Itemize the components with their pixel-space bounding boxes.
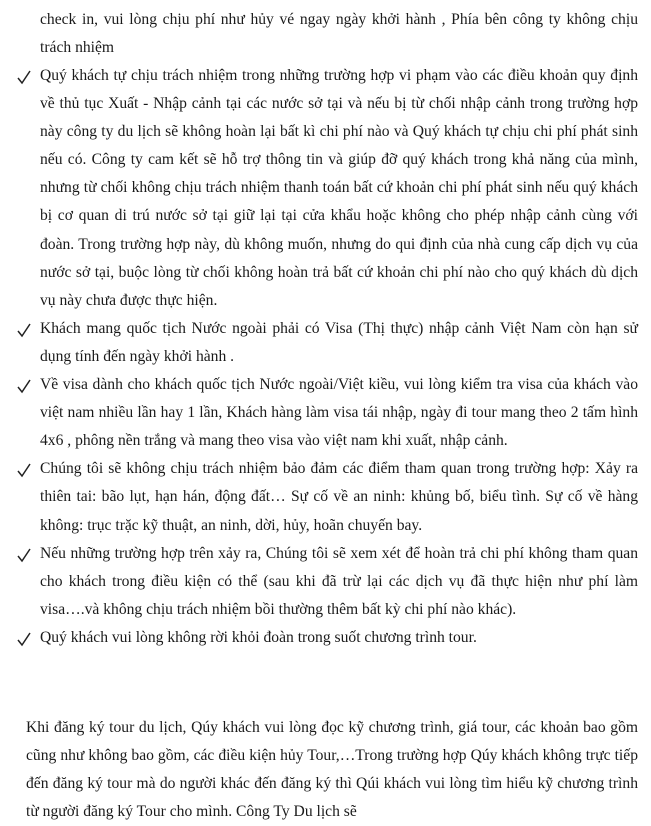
check-mark-icon xyxy=(16,455,32,483)
bullet-text: Chúng tôi sẽ không chịu trách nhiệm bảo đảm các điểm tham quan trong trường hợp: Xảy ra thiên tai: bão lụt, hạn hán, động đất… Sự cố về an ninh: khủng bố, biểu tình. Sự cố về hàng không: trục trặc kỹ thuật, an ninh, dời, hủy, hoãn chuyến bay. xyxy=(40,460,638,534)
bullet-text: Quý khách tự chịu trách nhiệm trong những trường hợp vi phạm vào các điều khoản quy định về thủ tục Xuất - Nhập cảnh tại các nước sở tại và nếu bị từ chối nhập cảnh trong trường hợp này công ty du lịch sẽ không hoàn lại bất kì chi phí nào và Quý khách tự chịu chi phí phát sinh nếu có. Công ty cam kết sẽ hỗ trợ thông tin và giúp đỡ quý khách trong khả năng của mình, nhưng từ chối không chịu trách nhiệm thanh toán bất cứ khoản chi phí phát sinh nếu quý khách bị cơ quan di trú nước sở tại giữ lại tại cửa khẩu hoặc không cho phép nhập cảnh cùng với đoàn. Trong trường hợp này, dù không muốn, nhưng do qui định của nhà cung cấp dịch vụ của nước sở tại, buộc lòng từ chối không hoàn trả bất cứ khoản chi phí nào cho quý khách dù dịch vụ này chưa được thực hiện. xyxy=(40,67,638,309)
bullet-item xyxy=(0,455,638,539)
check-mark-icon xyxy=(16,540,32,568)
bullet-item xyxy=(0,624,638,652)
bullet-item xyxy=(0,540,638,624)
bullet-item xyxy=(0,371,638,455)
continuation-text: check in, vui lòng chịu phí như hủy vé ngay ngày khởi hành , Phía bên công ty không chịu trách nhiệm xyxy=(40,11,638,57)
check-mark-icon xyxy=(16,62,32,90)
bullet-item xyxy=(0,62,638,315)
bullet-text: Quý khách vui lòng không rời khỏi đoàn trong suốt chương trình tour. xyxy=(40,628,477,646)
check-mark-icon xyxy=(16,371,32,399)
closing-paragraph: Khi đăng ký tour du lịch, Qúy khách vui lòng đọc kỹ chương trình, giá tour, các khoản bao gồm cũng như không bao gồm, các điều kiện hủy Tour,…Trong trường hợp Qúy khách không trực tiếp đến đăng ký tour mà do người khác đến đăng ký thì Qúi khách vui lòng tìm hiểu kỹ chương trình từ người đăng ký Tour cho mình. Công Ty Du lịch sẽ xyxy=(26,719,638,821)
check-mark-icon xyxy=(16,315,32,343)
bullet-text: Khách mang quốc tịch Nước ngoài phải có Visa (Thị thực) nhập cảnh Việt Nam còn hạn sử dụng tính đến ngày khởi hành . xyxy=(40,319,638,365)
bullet-text: Nếu những trường hợp trên xảy ra, Chúng tôi sẽ xem xét để hoàn trả chi phí không tham quan cho khách trong điều kiện có thể (sau khi đã trừ lại các dịch vụ đã thực hiện như phí làm visa….và không chịu trách nhiệm bồi thường thêm bất kỳ chi phí nào khác). xyxy=(40,544,638,618)
bullet-text: Về visa dành cho khách quốc tịch Nước ngoài/Việt kiều, vui lòng kiểm tra visa của khách vào việt nam nhiều lần hay 1 lần, Khách hàng làm visa tái nhập, ngày đi tour mang theo 2 tấm hình 4x6 , phông nền trắng và mang theo visa vào việt nam khi xuất, nhập cảnh. xyxy=(40,376,638,450)
check-mark-icon xyxy=(16,624,32,652)
bullet-item xyxy=(0,315,638,371)
terms-bullet-list xyxy=(0,62,651,652)
